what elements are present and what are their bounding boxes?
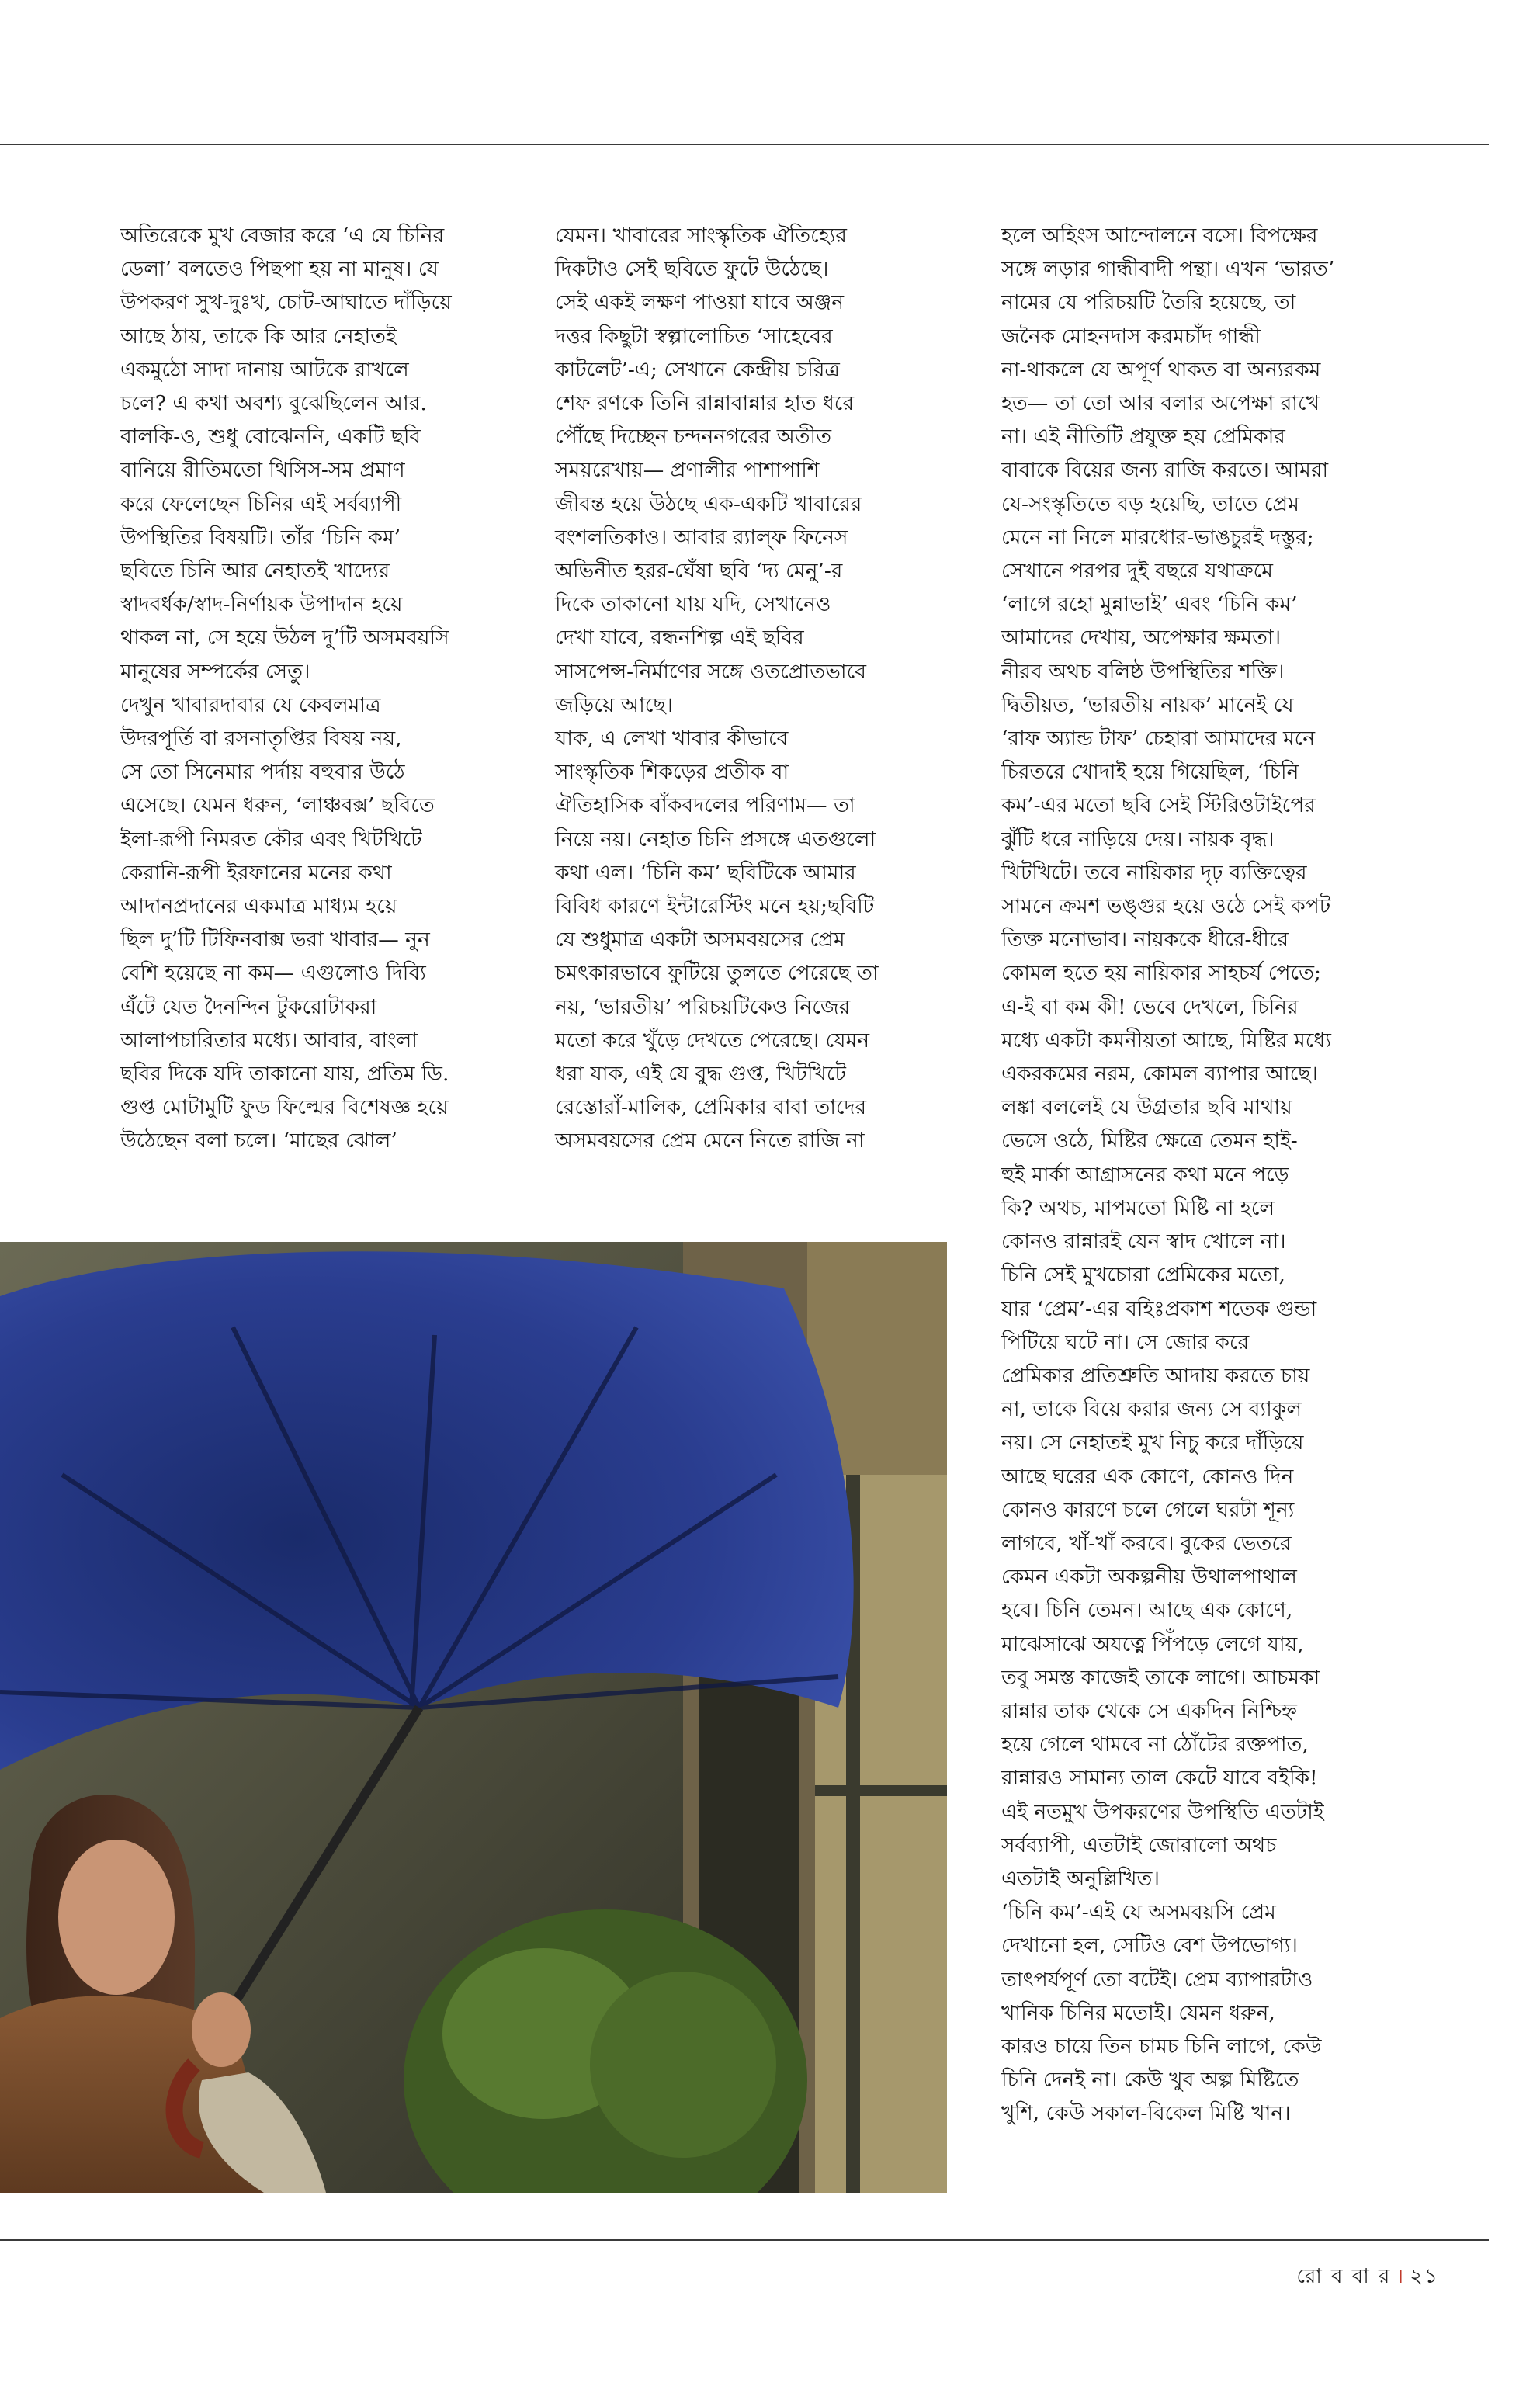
text-line: দিকটাও সেই ছবিতে ফুটে উঠেছে। [555,257,829,282]
text-line: না, তাকে বিয়ে করার জন্য সে ব্যাকুল [1001,1397,1302,1422]
text-column-2 [555,219,974,1158]
text-line: চিরতরে খোদাই হয়ে গিয়েছিল, ‘চিনি [1001,760,1299,785]
text-line: খুশি, কেউ সকাল-বিকেল মিষ্টি খান। [1001,2101,1291,2126]
text-line: হবে। চিনি তেমন। আছে এক কোণে, [1001,1598,1293,1623]
text-line: যাক, এ লেখা খাবার কীভাবে [555,727,789,751]
photo-illustration [0,1242,947,2193]
text-line: নয়, ‘ভারতীয়’ পরিচয়টিকেও নিজের [555,994,851,1019]
text-line: ইলা-রূপী নিমরত কৌর এবং খিটখিটে [120,827,422,851]
text-line: কথা এল। ‘চিনি কম’ ছবিটিকে আমার [555,860,856,885]
text-line: যেমন। খাবারের সাংস্কৃতিক ঐতিহ্যের [555,224,847,248]
text-line: রেস্তোরাঁ-মালিক, প্রেমিকার বাবা তাদের [555,1095,867,1120]
text-line: এতটাই অনুল্লিখিত। [1001,1866,1160,1891]
text-line: করে ফেলেছেন চিনির এই সর্বব্যাপী [120,491,402,516]
text-line: তবু সমস্ত কাজেই তাকে লাগে। আচমকা [1001,1665,1320,1690]
text-line: মেনে না নিলে মারধোর-ভাঙচুরই দস্তুর; [1001,525,1314,550]
text-line: এসেছে। যেমন ধরুন, ‘লাঞ্চবক্স’ ছবিতে [120,793,435,818]
text-line: যার ‘প্রেম’-এর বহিঃপ্রকাশ শতেক গুন্ডা [1001,1296,1317,1321]
text-line: দেখানো হল, সেটিও বেশ উপভোগ্য। [1001,1933,1298,1958]
text-line: নয়। সে নেহাতই মুখ নিচু করে দাঁড়িয়ে [1001,1431,1304,1455]
text-line: সাসপেন্স-নির্মাণের সঙ্গে ওতপ্রোতভাবে [555,659,866,684]
text-line: ছবিতে চিনি আর নেহাতই খাদ্যের [120,559,390,584]
text-line: কোনও কারণে চলে গেলে ঘরটা শূন্য [1001,1497,1295,1522]
text-line: হুই মার্কা আগ্রাসনের কথা মনে পড়ে [1001,1162,1289,1187]
text-line: তিক্ত মনোভাব। নায়ককে ধীরে-ধীরে [1001,928,1289,952]
text-line: নীরব অথচ বলিষ্ঠ উপস্থিতির শক্তি। [1001,659,1285,684]
text-line: মতো করে খুঁড়ে দেখতে পেরেছে। যেমন [555,1028,870,1053]
text-line: একরকমের নরম, কোমল ব্যাপার আছে। [1001,1062,1318,1087]
text-line: তাৎপর্যপূর্ণ তো বটেই। প্রেম ব্যাপারটাও [1001,1967,1313,1992]
text-line: দেখা যাবে, রন্ধনশিল্প এই ছবির [555,626,804,650]
text-column-3 [1001,219,1436,2131]
text-line: চিনি সেই মুখচোরা প্রেমিকের মতো, [1001,1263,1285,1288]
text-line: এঁটে যেত দৈনন্দিন টুকরোটাকরা [120,994,377,1019]
text-line: পৌঁছে দিচ্ছেন চন্দননগরের অতীত [555,425,832,449]
text-line: রান্নার তাক থেকে সে একদিন নিশ্চিহ্ন [1001,1698,1297,1723]
text-line: জনৈক মোহনদাস করমচাঁদ গান্ধী [1001,324,1261,349]
text-line: মাঝেসাঝে অযত্নে পিঁপড়ে লেগে যায়, [1001,1632,1304,1656]
text-line: ভেসে ওঠে, মিষ্টির ক্ষেত্রে তেমন হাই- [1001,1129,1298,1153]
text-line: সময়রেখায়— প্রণালীর পাশাপাশি [555,458,820,483]
text-line: সে তো সিনেমার পর্দায় বহুবার উঠে [120,760,405,785]
text-line: এই নতমুখ উপকরণের উপস্থিতি এতটাই [1001,1799,1324,1824]
text-line: খানিক চিনির মতোই। যেমন ধরুন, [1001,2000,1275,2025]
text-column-1 [120,219,539,1158]
text-line: নামের যে পরিচয়টি তৈরি হয়েছে, তা [1001,290,1296,315]
text-line: সঙ্গে লড়ার গান্ধীবাদী পন্থা। এখন ‘ভারত’ [1001,257,1335,282]
text-line: ছিল দু’টি টিফিনবাক্স ভরা খাবার— নুন [120,928,430,952]
text-line: বিবিধ কারণে ইন্টারেস্টিং মনে হয়;ছবিটি [555,894,875,919]
text-line: না। এই নীতিটি প্রযুক্ত হয় প্রেমিকার [1001,425,1285,449]
text-line: না-থাকলে যে অপূর্ণ থাকত বা অন্যরকম [1001,357,1321,382]
text-line: বালকি-ও, শুধু বোঝেননি, একটি ছবি [120,425,421,449]
text-line: ছবির দিকে যদি তাকানো যায়, প্রতিম ডি. [120,1062,449,1087]
text-line: আমাদের দেখায়, অপেক্ষার ক্ষমতা। [1001,626,1282,650]
page-number: ২১ [1410,2265,1439,2288]
text-line: একমুঠো সাদা দানায় আটকে রাখলে [120,357,409,382]
text-line: ‘লাগে রহো মুন্নাভাই’ এবং ‘চিনি কম’ [1001,592,1298,617]
text-line: গুপ্ত মোটামুটি ফুড ফিল্মের বিশেষজ্ঞ হয়ে [120,1095,449,1120]
text-line: দ্বিতীয়ত, ‘ভারতীয় নায়ক’ মানেই যে [1001,692,1294,717]
text-line: ‘রাফ অ্যান্ড টাফ’ চেহারা আমাদের মনে [1001,727,1316,751]
text-line: বাবাকে বিয়ের জন্য রাজি করতে। আমরা [1001,458,1329,483]
text-line: জড়িয়ে আছে। [555,692,673,717]
text-line: চিনি দেনই না। কেউ খুব অল্প মিষ্টিতে [1001,2068,1299,2093]
text-line: কেরানি-রূপী ইরফানের মনের কথা [120,860,392,885]
text-line: অতিরেকে মুখ বেজার করে ‘এ যে চিনির [120,224,445,248]
text-line: শেফ রণকে তিনি রান্নাবান্নার হাত ধরে [555,391,855,416]
text-line: খিটখিটে। তবে নায়িকার দৃঢ় ব্যক্তিত্বের [1001,860,1307,885]
face [58,1840,175,1995]
text-line: দিকে তাকানো যায় যদি, সেখানেও [555,592,831,617]
text-line: যে-সংস্কৃতিতে বড় হয়েছি, তাতে প্রেম [1001,491,1299,516]
text-line: মানুষের সম্পর্কের সেতু। [120,659,310,684]
text-line: চলে? এ কথা অবশ্য বুঝেছিলেন আর. [120,391,427,416]
text-line: ঐতিহাসিক বাঁকবদলের পরিণাম— তা [555,793,855,818]
text-line: সাংস্কৃতিক শিকড়ের প্রতীক বা [555,760,789,785]
text-line: মধ্যে একটা কমনীয়তা আছে, মিষ্টির মধ্যে [1001,1028,1331,1053]
text-line: উঠেছেন বলা চলে। ‘মাছের ঝোল’ [120,1129,397,1153]
text-line: সেই একই লক্ষণ পাওয়া যাবে অঞ্জন [555,290,845,315]
text-line: উপস্থিতির বিষয়টি। তাঁর ‘চিনি কম’ [120,525,401,550]
text-line: দেখুন খাবারদাবার যে কেবলমাত্র [120,692,381,717]
text-line: নিয়ে নয়। নেহাত চিনি প্রসঙ্গে এতগুলো [555,827,876,851]
text-line: আদানপ্রদানের একমাত্র মাধ্যম হয়ে [120,894,397,919]
text-line: অসমবয়সের প্রেম মেনে নিতে রাজি না [555,1129,865,1153]
text-line: বেশি হয়েছে না কম— এগুলোও দিব্যি [120,961,426,986]
text-line: হয়ে গেলে থামবে না ঠোঁটের রক্তপাত, [1001,1732,1309,1757]
text-line: ‘চিনি কম’-এই যে অসমবয়সি প্রেম [1001,1900,1276,1925]
text-line: কারও চায়ে তিন চামচ চিনি লাগে, কেউ [1001,2034,1322,2058]
text-line: ঝুঁটি ধরে নাড়িয়ে দেয়। নায়ক বৃদ্ধ। [1001,827,1275,851]
top-rule [0,144,1489,145]
text-line: স্বাদবর্ধক/স্বাদ-নির্ণায়ক উপাদান হয়ে [120,592,403,617]
text-line: কি? অথচ, মাপমতো মিষ্টি না হলে [1001,1195,1275,1220]
text-line: দত্তর কিছুটা স্বল্পালোচিত ‘সাহেবের [555,324,833,349]
text-line: প্রেমিকার প্রতিশ্রুতি আদায় করতে চায় [1001,1363,1310,1388]
text-line: যে শুধুমাত্র একটা অসমবয়সের প্রেম [555,928,845,952]
text-line: সামনে ক্রমশ ভঙ্গুর হয়ে ওঠে সেই কপট [1001,894,1331,919]
text-line: ধরা যাক, এই যে বুদ্ধ গুপ্ত, খিটখিটে [555,1062,846,1087]
text-line: পিটিয়ে ঘটে না। সে জোর করে [1001,1330,1250,1354]
text-line: উদরপূর্তি বা রসনাতৃপ্তির বিষয় নয়, [120,727,402,751]
text-line: লঙ্কা বললেই যে উগ্রতার ছবি মাথায় [1001,1095,1292,1120]
text-line: ডেলা’ বলতেও পিছপা হয় না মানুষ। যে [120,257,439,282]
text-line: থাকল না, সে হয়ে উঠল দু’টি অসমবয়সি [120,626,449,650]
footer-separator: । [1396,2265,1406,2288]
text-line: বংশলতিকাও। আবার র‍্যাল্‌ফ ফিনেস [555,525,848,550]
woman-with-umbrella-photo [0,1242,947,2193]
page-footer [1296,2260,1439,2294]
text-line: রান্নারও সামান্য তাল কেটে যাবে বইকি! [1001,1766,1318,1791]
text-line: জীবন্ত হয়ে উঠছে এক-একটি খাবারের [555,491,862,516]
text-line: কোনও রান্নারই যেন স্বাদ খোলে না। [1001,1229,1286,1254]
text-line: এ-ই বা কম কী! ভেবে দেখলে, চিনির [1001,994,1299,1019]
text-line: উপকরণ সুখ-দুঃখ, চোট-আঘাতে দাঁড়িয়ে [120,290,452,315]
text-line: কোমল হতে হয় নায়িকার সাহচর্য পেতে; [1001,961,1321,986]
text-line: কেমন একটা অকল্পনীয় উথালপাথাল [1001,1565,1297,1590]
hand [192,1992,251,2067]
text-line: আছে ঘরের এক কোণে, কোনও দিন [1001,1464,1294,1489]
text-line: কম’-এর মতো ছবি সেই স্টিরিওটাইপের [1001,793,1316,818]
text-line: লাগবে, খাঁ-খাঁ করবে। বুকের ভেতরে [1001,1531,1292,1555]
text-line: সর্বব্যাপী, এতটাই জোরালো অথচ [1001,1833,1277,1857]
magazine-name: রো ব বা র [1296,2265,1392,2288]
text-line: বানিয়ে রীতিমতো থিসিস-সম প্রমাণ [120,458,405,483]
text-line: আলাপচারিতার মধ্যে। আবার, বাংলা [120,1028,418,1053]
text-line: হত— তা তো আর বলার অপেক্ষা রাখে [1001,391,1320,416]
text-line: অভিনীত হরর-ঘেঁষা ছবি ‘দ্য মেনু’-র [555,559,843,584]
text-line: আছে ঠায়, তাকে কি আর নেহাতই [120,324,397,349]
text-line: কাটলেট’-এ; সেখানে কেন্দ্রীয় চরিত্র [555,357,840,382]
text-line: হলে অহিংস আন্দোলনে বসে। বিপক্ষের [1001,224,1318,248]
bottom-rule [0,2239,1489,2241]
text-line: সেখানে পরপর দুই বছরে যথাক্রমে [1001,559,1274,584]
text-line: চমৎকারভাবে ফুটিয়ে তুলতে পেরেছে তা [555,961,879,986]
